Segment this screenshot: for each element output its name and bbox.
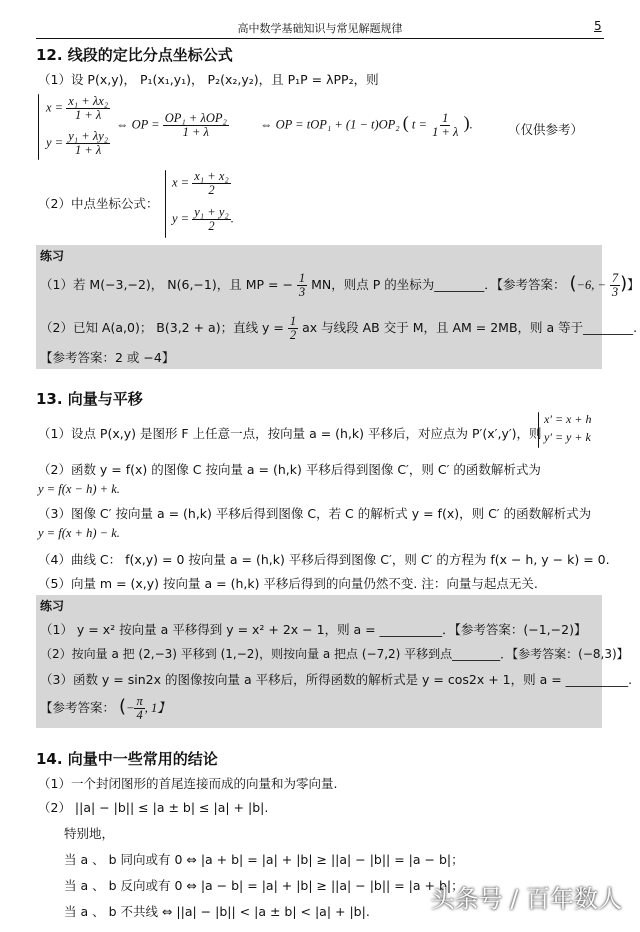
ex12-q1: （1）若 M(−3,−2)， N(6,−1)，且 MP = − $\frac{1}{3}$ MN，则点 P 的坐标为________．【参考答案： (−6, − $\frac{7}{3}$ )】 <box>40 271 640 300</box>
s14-line-4: 当 a 、 b 同向或有 0 ⇔ |a + b| = |a| + |b| ≥ ||a| − |b|| = |a − b|； <box>64 852 464 867</box>
s13-line-1: （1）设点 P(x,y) 是图形 F 上任意一点，按向量 a = (h,k) 平移后，对应点为 P′(x′,y′)，则 <box>38 426 542 441</box>
s12-system-brace <box>38 94 39 160</box>
s12-eq-y: y = $\frac{\text{y₁ + λy₂}}{1 + \lambda}$ <box>46 129 109 158</box>
header-rule <box>36 38 604 39</box>
ex13-q3: （3）函数 y = sin2x 的图像按向量 a 平移后，所得函数的解析式是 y = cos2x + 1，则 a = __________. <box>40 672 633 687</box>
s12-eq-right: ⇔ OP = tOP₁ + (1 − t)OP₂ ( t = $\frac{1}{1 + \lambda}$ ). <box>260 111 473 140</box>
s14-line-5: 当 a 、 b 反向或有 0 ⇔ |a − b| = |a| + |b| ≥ ||a| − |b|| = |a + b|； <box>64 878 464 893</box>
s12-mid-x: x = $\frac{\text{x₁ + x₂}}{2}$ <box>172 169 229 198</box>
s12-line-2: （2）中点坐标公式： <box>38 196 159 211</box>
s13-eq-1: x′ = x + h <box>544 412 592 426</box>
s13-line-2b: y = f(x − h) + k. <box>38 482 120 496</box>
s14-line-6: 当 a 、 b 不共线 ⇔ ||a| − |b|| < |a ± b| < |a| + |b|. <box>64 904 370 919</box>
watermark: 头条号 / 百年数人 <box>430 885 622 913</box>
s13-system-brace <box>538 412 539 448</box>
s12-midpoint-brace <box>165 170 166 238</box>
s12-line-1: （1）设 P(x,y)， P₁(x₁,y₁)， P₂(x₂,y₂)，且 P₁P = λPP₂，则 <box>38 72 379 87</box>
s13-line-5: （5）向量 m = (x,y) 按向量 a = (h,k) 平移后得到的向量仍然不变. 注：向量与起点无关. <box>38 576 538 591</box>
ex13-q1: （1） y = x² 按向量 a 平移得到 y = x² + 2x − 1，则 a = __________．【参考答案：(−1,−2)】 <box>40 622 587 637</box>
running-header: 高中数学基础知识与常见解题规律 <box>237 22 403 35</box>
s13-line-3b: y = f(x + h) − k. <box>38 526 120 540</box>
s14-line-1: （1）一个封闭图形的首尾连接而成的向量和为零向量. <box>38 776 338 791</box>
exercise-13-label: 练习 <box>40 599 65 613</box>
s14-line-2: （2） ||a| − |b|| ≤ |a ± b| ≤ |a| + |b|. <box>38 800 269 815</box>
ex12-answer-2: 【参考答案：2 或 −4】 <box>40 350 175 365</box>
s12-mid-y: y = $\frac{\text{y₁ + y₂}}{2}$ . <box>172 205 234 234</box>
page-number: 5 <box>594 19 602 33</box>
s13-line-4: （4）曲线 C： f(x,y) = 0 按向量 a = (h,k) 平移后得到图像 C′，则 C′ 的方程为 f(x − h, y − k) = 0. <box>38 552 610 567</box>
s12-eq-x: x = $\frac{\text{x₁ + λx₂}}{1 + \lambda}$ <box>46 94 109 123</box>
section-13-title: 13. 向量与平移 <box>36 390 143 408</box>
ex13-q2: （2）按向量 a 把 (2,−3) 平移到 (1,−2)，则按向量 a 把点 (−7,2) 平移到点________．【参考答案：(−8,3)】 <box>40 647 629 661</box>
section-12-title: 12. 线段的定比分点坐标公式 <box>36 46 233 64</box>
exercise-12-label: 练习 <box>40 249 65 263</box>
ex12-q2: （2）已知 A(a,0)； B(3,2 + a)；直线 y = $\frac{1}{2}$ ax 与线段 AB 交于 M，且 AM = 2MB，则 a 等于________. <box>40 314 638 343</box>
section-14-title: 14. 向量中一些常用的结论 <box>36 750 218 768</box>
s12-note: （仅供参考） <box>508 122 584 137</box>
ex13-answer-3: 【参考答案： (− $\frac{\pi}{4}$ , 1】 <box>40 694 170 723</box>
s14-line-3: 特别地， <box>64 826 115 841</box>
s13-line-2: （2）函数 y = f(x) 的图像 C 按向量 a = (h,k) 平移后得到图像 C′，则 C′ 的函数解析式为 <box>38 462 541 477</box>
s13-line-3: （3）图像 C′ 按向量 a = (h,k) 平移后得到图像 C，若 C 的解析式 y = f(x)，则 C′ 的函数解析式为 <box>38 506 592 521</box>
s12-eq-mid: ⇔ OP = $\frac{\text{OP₁ + λOP₂}}{1 + \lambda}$ <box>116 111 227 140</box>
s13-eq-2: y′ = y + k <box>544 430 591 444</box>
